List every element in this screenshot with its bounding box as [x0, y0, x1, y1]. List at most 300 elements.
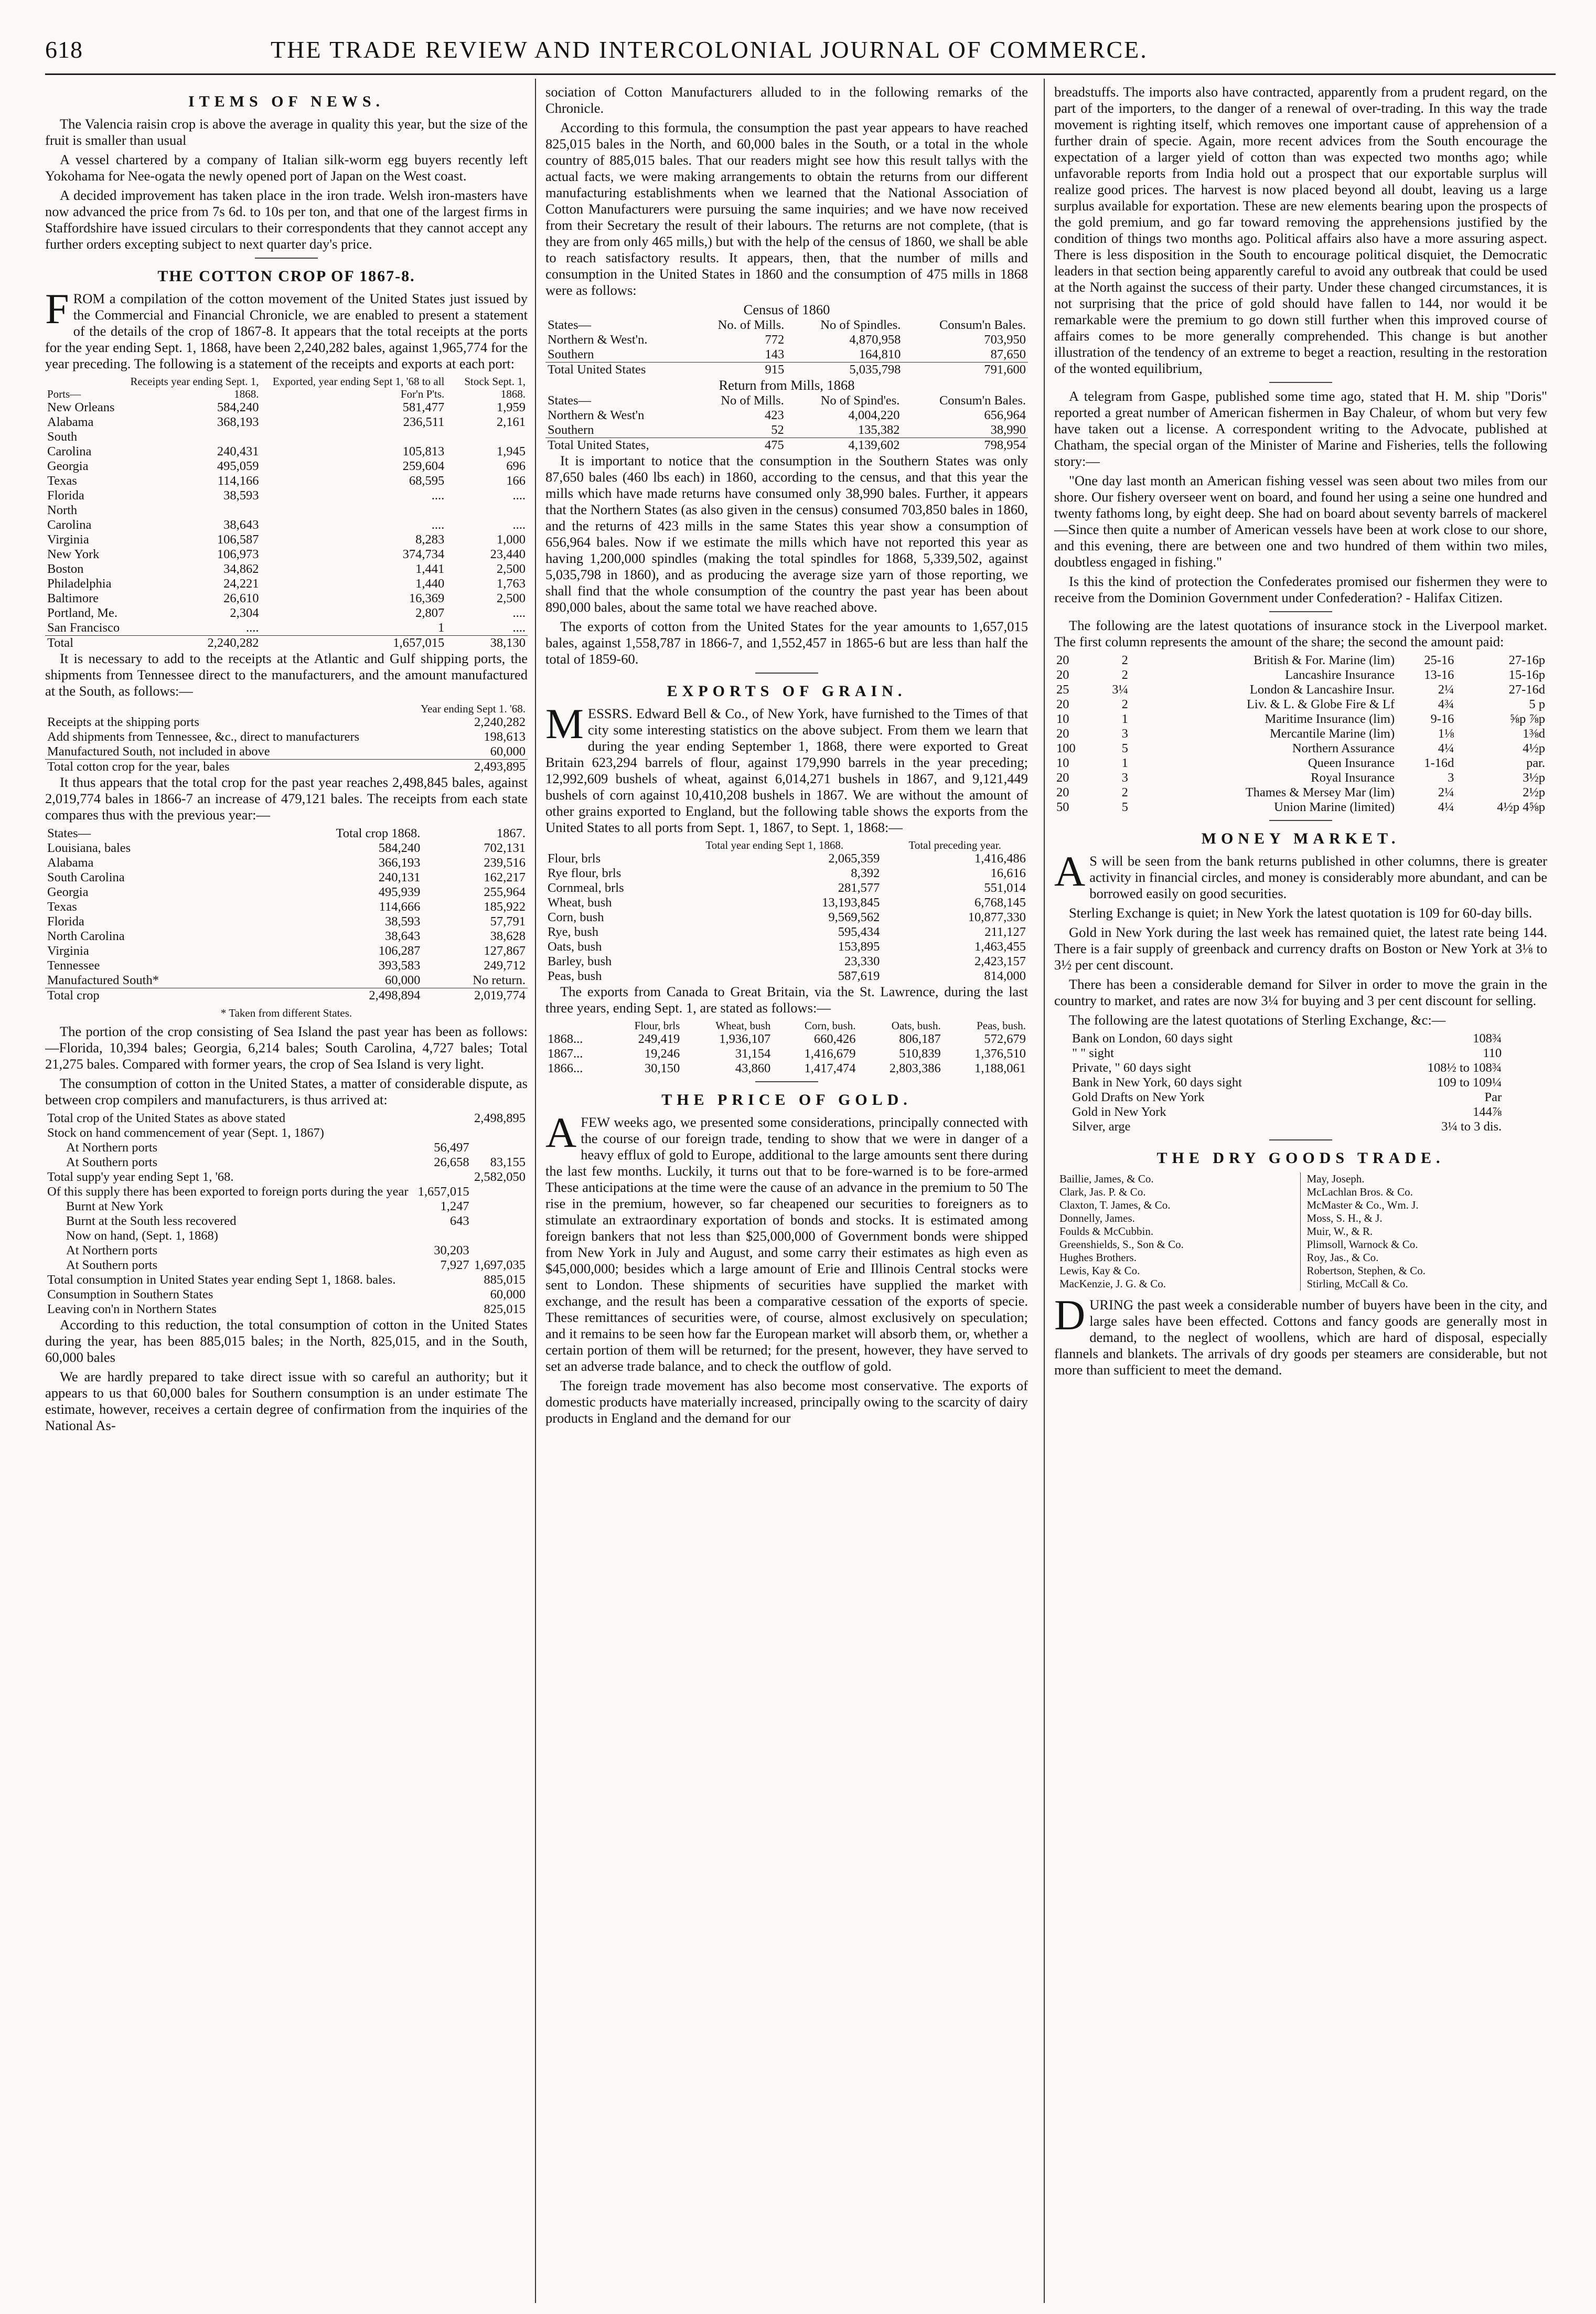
table-cell: 38,643 — [223, 518, 259, 532]
table-row — [1070, 1061, 1504, 1075]
article-paragraph: The foreign trade movement has also become most conservative. The exports of domestic products have materially increased, principally owing to the scarcity of dairy products in England and the demand for our — [545, 1378, 1028, 1426]
table-cell: 38,130 — [446, 636, 528, 651]
table-cell — [415, 1111, 471, 1126]
table-cell: 249,712 — [484, 958, 526, 973]
table-cell: 374,734 — [402, 547, 445, 561]
table-cell: 572,679 — [984, 1032, 1026, 1046]
table-cell: 4¼ — [1438, 800, 1454, 814]
firm-name: Clark, Jas. P. & Co. — [1059, 1186, 1146, 1198]
table-cell: 2,498,895 — [474, 1111, 526, 1125]
table-row — [1054, 668, 1547, 683]
table-cell: Consumption in Southern States — [47, 1287, 213, 1302]
table-cell: Total United States — [545, 362, 689, 378]
article-paragraph: A telegram from Gaspe, published some time ago, stated that H. M. ship "Doris" reported a great number of American fishermen in Bay Chaleur, of whom but very few have taken out a license. A correspondent writing to the Advocate, published at Chatham, the special organ of the Minister of Marine and Fisheries, tells the following story:— — [1054, 388, 1547, 469]
table-cell: Florida — [47, 914, 84, 929]
table-cell — [472, 1140, 528, 1155]
table-row — [45, 532, 528, 547]
table-cell: 105,813 — [402, 444, 445, 458]
table-row — [1054, 653, 1547, 668]
table-cell: 15-16p — [1508, 668, 1545, 682]
table-cell: Total crop — [45, 988, 259, 1004]
firm-name: Greenshields, S., Son & Co. — [1059, 1238, 1184, 1251]
table-cell: 3 — [1121, 771, 1128, 785]
table-cell: At Southern ports — [66, 1155, 158, 1169]
table-row — [45, 1155, 528, 1170]
table-cell: 57,791 — [490, 914, 526, 929]
table-row — [45, 503, 528, 532]
table-cell — [415, 1126, 471, 1140]
table-cell: 587,619 — [838, 969, 880, 983]
table-cell: Total — [45, 636, 124, 651]
table-cell: 5 p — [1529, 697, 1545, 711]
firm-name: Foulds & McCubbin. — [1059, 1225, 1154, 1238]
table-row — [1070, 1075, 1504, 1090]
table-cell: Total United States, — [545, 438, 692, 453]
insurance-quotations-table — [1054, 653, 1547, 815]
table-cell: 68,595 — [409, 474, 445, 488]
table-row — [45, 474, 528, 488]
article-paragraph: A vessel chartered by a company of Italian silk-worm egg buyers recently left Yokohama for Nee-ogata the newly opened port of Japan on the West coast. — [45, 152, 528, 184]
table-cell: Liv. & L. & Globe Fire & Lf — [1246, 697, 1395, 711]
firm-name: Muir, W., & R. — [1306, 1225, 1373, 1238]
table-cell: 100 — [1056, 741, 1076, 755]
table-cell: 8,392 — [851, 866, 880, 880]
firm-list-left — [1059, 1172, 1300, 1291]
table-cell: Lancashire Insurance — [1285, 668, 1395, 682]
table-cell: At Northern ports — [66, 1140, 158, 1155]
separator — [1269, 382, 1332, 383]
table-cell: 1,657,015 — [417, 1185, 469, 1199]
table-cell: Royal Insurance — [1311, 771, 1395, 785]
table-cell: Total cotton crop for the year, bales — [45, 760, 419, 775]
section-heading-dry-goods: THE DRY GOODS TRADE. — [1156, 1149, 1445, 1167]
table-total-row — [45, 988, 528, 1004]
table-cell — [472, 1126, 528, 1140]
article-paragraph: The Valencia raisin crop is above the average in quality this year, but the size of the fruit is smaller than usual — [45, 116, 528, 148]
table-cell: ⅝p ⅞p — [1509, 712, 1545, 726]
table-cell: 164,810 — [859, 347, 901, 361]
table-cell: 1,441 — [415, 562, 445, 576]
table-cell: 60,000 — [385, 973, 421, 987]
table-cell: 236,511 — [403, 415, 445, 429]
table-cell: 240,431 — [217, 444, 259, 458]
table-cell: No return. — [473, 973, 526, 987]
table-cell: 10,877,330 — [968, 910, 1026, 924]
table-cell: 26,658 — [434, 1155, 469, 1169]
page-header — [45, 36, 1566, 72]
table-cell: 1⅛ — [1438, 727, 1454, 741]
table-cell: 2,304 — [230, 606, 259, 620]
drop-cap: A — [1054, 847, 1086, 895]
exchange-quotations-table — [1070, 1031, 1504, 1134]
article-paragraph: "One day last month an American fishing vessel was seen about two miles from our shore. Our fishery overseer went on board, and found her using a seine one hundred and twenty fathoms long, by eight deep. She had on board about seventy barrels of mackerel —Since then quite a number of American vessels have been at work close to our shore, and this evening, there are between one and two hundred of them within two miles, doubtless engaged in fishing." — [1054, 473, 1547, 570]
table-row — [45, 841, 528, 856]
table-cell: Thames & Mersey Mar (lim) — [1245, 785, 1395, 799]
article-paragraph: The portion of the crop consisting of Sea Island the past year has been as follows:—Florida, 10,394 bales; Georgia, 6,214 bales; South Carolina, 4,727 bales; Total 21,275 bales. Compared with former years, the crop of Sea Island is very light. — [45, 1023, 528, 1072]
table-cell: Flour, brls — [548, 851, 601, 866]
table-cell: Of this supply there has been exported to foreign ports during the year — [47, 1185, 409, 1199]
table-row — [45, 958, 528, 973]
table-cell: 2 — [1121, 785, 1128, 799]
table-cell: 2,500 — [496, 591, 526, 605]
table-cell: 25 — [1056, 683, 1069, 697]
column-divider — [1044, 79, 1045, 2303]
table-cell — [472, 1199, 528, 1214]
table-cell — [472, 1243, 528, 1258]
article-paragraph: It thus appears that the total crop for the past year reaches 2,498,845 bales, against 2,019,774 bales in 1866-7 an increase of 479,121 bales. The receipts from each state compares thus with the previous year:— — [45, 774, 528, 823]
table-cell: 38,990 — [990, 423, 1026, 437]
firm-name: Lewis, Kay & Co. — [1059, 1264, 1140, 1277]
table-cell: 10 — [1056, 712, 1069, 726]
table-row — [45, 1185, 528, 1199]
table-cell: .... — [431, 488, 445, 503]
table-row — [545, 347, 1028, 362]
article-paragraph: FROM a compilation of the cotton movement of the United States just issued by the Commercial and Financial Chronicle, we are enabled to present a statement of the details of the crop of 1867-8. It appears that the total receipts at the ports for the year ending Sept. 1, 1868, have been 2,240,282 bales, against 1,965,774 for the year preceding. The following is a statement of the receipts and exports at each port: — [45, 285, 528, 371]
table-row — [45, 1258, 528, 1273]
firm-name: Robertson, Stephen, & Co. — [1306, 1264, 1426, 1277]
article-paragraph: A S will be seen from the bank returns published in other columns, there is greater activity in financial circles, and money is considerably more abundant, and can be borrowed easily on good securities. — [1054, 847, 1547, 901]
table-cell: 772 — [765, 333, 785, 347]
table-row — [45, 1229, 528, 1243]
table-row — [545, 408, 1028, 423]
table-cell: 1,247 — [440, 1199, 469, 1213]
table-cell: 1,416,486 — [974, 851, 1026, 866]
receipts-exports-table: Ports— Receipts year ending Sept. 1, 1868. Exported, year ending Sept 1, '68 to all For'n P'ts. Stock Sept. 1, 1868. New Orleans 584,240 581,477 1,959 Alabama 368,193 236,511 2,161 South Carolina 240,431 105,813 1,945 Georgia 495,059 259,604 696 Texas 114,166 68,595 166 Florida 38,593 .... .... North Carolina 38,643 .... .... Virginia 106,587 8,283 1,000 New York 106,973 374,734 23,440 Boston 34,862 1,441 2,500 Philadelphia 24,221 1,440 1,763 Baltimore 26,610 16,369 2,500 Portland, Me. 2,304 2,807 .... San Francisco .... 1 .... Total 2,240,282 1,657,015 38,130 — [45, 375, 528, 651]
table-row — [45, 744, 528, 760]
table-cell: South Carolina — [47, 430, 92, 458]
table-total-row — [45, 636, 528, 651]
table-cell: 1 — [438, 621, 445, 635]
table-row — [45, 1140, 528, 1155]
table-cell: Northern & West'n. — [548, 333, 648, 347]
table-cell: par. — [1526, 756, 1545, 770]
table-row — [1054, 785, 1547, 800]
table-cell: 656,964 — [984, 408, 1026, 422]
article-paragraph: It is important to notice that the consumption in the Southern States was only 87,650 bales (460 lbs each) in 1860, according to the census, and that this year the mills which have made returns have consumed only 38,990 bales. Further, it appears that the Northern States (as also given in the census) consumed 703,850 bales in 1860, and the returns of 423 mills in the same States this year show a consumption of 656,964 bales. Now if we estimate the mills which have not reported this year as having 1,200,000 spindles (making the total spindles for 1868, 5,339,502, against 5,035,798 in 1860), and as producing the average size yarn of those reporting, we shall find that the whole consumption of the country the past year has been about 890,000 bales, about the same total we have reached above. — [545, 453, 1028, 615]
table-cell: 110 — [1483, 1046, 1502, 1060]
table-cell: 16,369 — [409, 591, 445, 605]
firm-name: Moss, S. H., & J. — [1306, 1212, 1383, 1224]
table-cell: 2,493,895 — [419, 760, 528, 775]
table-cell: " " sight — [1072, 1046, 1114, 1060]
table-cell: 106,587 — [217, 532, 259, 547]
table-row — [1070, 1046, 1504, 1061]
table-cell: 423 — [765, 408, 784, 422]
table-cell: 9,569,562 — [828, 910, 880, 924]
table-cell: 1,417,474 — [804, 1061, 856, 1075]
table-cell: Queen Insurance — [1308, 756, 1395, 770]
table-cell: 696 — [506, 459, 526, 473]
table-cell: 1,959 — [496, 400, 526, 414]
table-cell: 259,604 — [402, 459, 445, 473]
table-cell: Northern Assurance — [1292, 741, 1395, 755]
table-cell: 43,860 — [735, 1061, 771, 1075]
table-cell: 19,246 — [644, 1047, 680, 1061]
table-cell: 660,426 — [813, 1032, 856, 1046]
table-row — [545, 940, 1028, 954]
table-cell: Leaving con'n in Northern States — [47, 1302, 217, 1316]
article-paragraph: sociation of Cotton Manufacturers alluded to in the following remarks of the Chronicle. — [545, 84, 1028, 116]
table-cell: 3 — [1121, 727, 1128, 741]
firm-name: Donnelly, James. — [1059, 1212, 1135, 1224]
article-paragraph: Gold in New York during the last week has remained quiet, the latest rate being 144. There is a fair supply of greenback and currency drafts on Boston or New York at 3⅛ to 3½ per cent discount. — [1054, 924, 1547, 973]
table-cell: 166 — [506, 474, 526, 488]
table-cell: Northern & West'n — [548, 408, 645, 422]
table-cell: 20 — [1056, 727, 1069, 741]
table-cell: 2 — [1121, 668, 1128, 682]
table-cell: 4½p 4⅝p — [1497, 800, 1545, 814]
table-row — [545, 925, 1028, 940]
drop-cap: F — [45, 285, 69, 333]
article-paragraph: The following are the latest quotations of insurance stock in the Liverpool market. The first column represents the amount of the share; the second the amount paid: — [1054, 617, 1547, 649]
table-cell: .... — [512, 488, 526, 503]
table-cell: Georgia — [47, 885, 89, 899]
table-cell: Florida — [47, 488, 84, 503]
table-cell: 1,188,061 — [974, 1061, 1026, 1075]
table-cell: 3¼ — [1112, 683, 1128, 697]
table-cell: 153,895 — [838, 940, 880, 954]
table-row — [1070, 1105, 1504, 1119]
table-row — [545, 1032, 1028, 1047]
table-cell — [472, 1229, 528, 1243]
table-row — [45, 885, 528, 900]
table-row — [45, 1126, 528, 1140]
table-cell: Baltimore — [47, 591, 99, 605]
table-cell: London & Lancashire Insur. — [1249, 683, 1395, 697]
table-cell: 1,463,455 — [974, 940, 1026, 954]
table-row — [45, 973, 528, 988]
column-middle — [545, 84, 1028, 2303]
article-paragraph: The consumption of cotton in the United States, a matter of considerable dispute, as between crop compilers and manufacturers, is thus arrived at: — [45, 1075, 528, 1107]
table-row — [45, 591, 528, 606]
table-row — [1054, 741, 1547, 756]
table-total-row — [45, 760, 528, 775]
table-cell: 185,922 — [484, 900, 526, 914]
table-cell: 20 — [1056, 697, 1069, 711]
table-row — [45, 715, 528, 730]
table-cell: 127,867 — [484, 944, 526, 958]
table-row — [545, 910, 1028, 925]
table-cell: 1,945 — [496, 444, 526, 458]
table-cell: 25-16 — [1424, 653, 1454, 667]
table-cell: British & For. Marine (lim) — [1254, 653, 1395, 667]
table-cell: Virginia — [47, 944, 89, 958]
table-cell: New York — [47, 547, 100, 561]
article-paragraph: The exports of cotton from the United States for the year amounts to 1,657,015 bales, against 1,558,787 in 1866-7, and 1,552,457 in 1865-6 but are less than half the total of 1859-60. — [545, 619, 1028, 667]
table-total-row — [545, 362, 1028, 378]
article-paragraph: We are hardly prepared to take direct issue with so careful an authority; but it appears to us that 60,000 bales for Southern consumption is an under estimate The estimate, however, receives a certain degree of confirmation from the inquiries of the National As- — [45, 1369, 528, 1433]
table-cell: 34,862 — [223, 562, 259, 576]
firm-name: Roy, Jas., & Co. — [1306, 1251, 1379, 1264]
table-cell: Manufactured South* — [47, 973, 159, 987]
table-cell: Southern — [548, 423, 594, 437]
table-cell: 806,187 — [899, 1032, 941, 1046]
table-row — [45, 929, 528, 944]
firm-name: Claxton, T. James, & Co. — [1059, 1199, 1171, 1211]
table-cell: 581,477 — [402, 400, 445, 414]
table-cell: San Francisco — [47, 621, 120, 635]
separator — [1269, 611, 1332, 612]
table-cell: 2,065,359 — [828, 851, 880, 866]
table-row — [45, 577, 528, 591]
table-cell: 5 — [1121, 800, 1128, 814]
table-cell: 1,657,015 — [261, 636, 446, 651]
article-paragraph: According to this formula, the consumption the past year appears to have reached 825,015 bales in the North, and 60,000 bales in the South, or a total in the whole country of 885,015 bales. That our readers might see how this result tallys with the actual facts, we were making arrangements to obtain the returns from our different manufacturing establishments when we learned that the National Association of Cotton Manufacturers were pursuing the same inquiries; and we have now received from their Secretary the result of their labours. The returns are not complete, (that is they are from only 465 mills,) but with the help of the census of 1860, we shall be able to reach satisfactory results. It appears, then, that the number of mills and consumption in the United States in 1860 and the consumption of 475 mills in 1868 were as follows: — [545, 120, 1028, 298]
section-heading-money: MONEY MARKET. — [1201, 830, 1400, 847]
table-cell — [472, 1185, 528, 1199]
article-paragraph: AFEW weeks ago, we presented some considerations, principally connected with the course of our foreign trade, tending to show that we were in danger of a heavy efflux of gold to Europe, additional to the large amounts sent there during the last few months. Luckily, it turns out that to be fore-warned is to be fore-armed These anticipations at the time were the cause of an advance in the premium to 50 The rise in the premium, however, so far cheapened our securities to foreigners as to stimulate an extraordinary exportation of bonds and stocks. It is estimated among foreign bankers that not less than $25,000,000 of Government bonds were shipped from New York in July and August, and some carry their estimates as high even as $45,000,000; besides which a large amount of Erie and Illinois Central stocks were sent to London. These shipments of securities have supplied the market with exchange, and the result has been a comparative cessation of the exports of specie. These remittances of securities were, of course, almost exclusively on speculation; and it remains to be seen how far the European market will absorb them, or, whether a certain portion of them will be returned; for the present, however, they have served to set an adverse trade balance, and to check the outflow of gold. — [545, 1108, 1028, 1374]
table-row — [45, 870, 528, 885]
table-cell: 1 — [1121, 712, 1128, 726]
separator — [755, 1081, 818, 1082]
table-cell: 211,127 — [984, 925, 1026, 939]
article-paragraph: A decided improvement has taken place in the iron trade. Welsh iron-masters have now advanced the price from 7s 6d. to 10s per ton, and that one of the largest firms in Staffordshire have issued circulars to their correspondents that they cannot accept any further orders excepting subject to next quarter day's price. — [45, 187, 528, 252]
table-cell: 584,240 — [378, 841, 421, 855]
table-cell: 3½p — [1523, 771, 1545, 785]
table-cell: 13,193,845 — [822, 895, 880, 910]
table-cell: 87,650 — [990, 347, 1026, 361]
table-cell: .... — [431, 518, 445, 532]
table-cell: 495,939 — [378, 885, 421, 899]
table-cell: .... — [512, 621, 526, 635]
table-cell: Portland, Me. — [47, 606, 118, 620]
section-heading-grain: EXPORTS OF GRAIN. — [667, 683, 907, 700]
table-cell: New Orleans — [47, 400, 115, 414]
table-cell: 3 — [1448, 771, 1454, 785]
section-heading-cotton: THE COTTON CROP OF 1867-8. — [157, 268, 415, 285]
table-cell: 643 — [449, 1214, 469, 1228]
table-row — [545, 954, 1028, 969]
table-row — [545, 866, 1028, 881]
article-paragraph: Is this the kind of protection the Confederates promised our fishermen they were to receive from the Dominion Government under Confederation? - Halifax Citizen. — [1054, 573, 1547, 605]
table-cell: 31,154 — [735, 1047, 771, 1061]
table-cell: 702,131 — [484, 841, 526, 855]
table-cell: North Carolina — [47, 929, 125, 943]
table-cell — [415, 1302, 471, 1317]
firm-list — [1059, 1172, 1547, 1291]
article-paragraph: breadstuffs. The imports also have contracted, apparently from a prudent regard, on the part of the importers, to the danger of a renewal of over-trading. In this way the trade movement is righting itself, which removes one important cause of apprehension of a further drain of specie. Again, more recent advices from the South encourage the expectation of a larger yield of cotton than was expected two months ago; while unfavorable reports from India hold out a prospect that our exportable surplus will realize good prices. The harvest is now placed beyond all doubt, leaving us a large surplus available for exportation. These are new elements bearing upon the prospects of the gold premium, and go far toward removing the apprehensions justified by the condition of things two months ago. Political affairs also have a more assuring aspect. There is less disposition in the South to encourage political disquiet, the Democratic leaders in that section being apparently careful to avoid any outbreak that could be used at the North against the success of their party. Under these changed circumstances, it is not surprising that the price of gold should have fallen to 144, nor would it be remarkable were the premium to go down still further when this improved course of affairs comes to be more generally comprehended. This change is but another illustration of the tendency of an extreme to beget a reaction, resulting in the restoration of the wonted equilibrium, — [1054, 84, 1547, 376]
table-cell: Private, " 60 days sight — [1072, 1061, 1192, 1075]
table-cell: 20 — [1056, 653, 1069, 667]
drop-cap: A — [545, 1108, 577, 1156]
table-cell: 1-16d — [1424, 756, 1454, 770]
table-cell: Boston — [47, 562, 84, 576]
table-cell: 6,768,145 — [974, 895, 1026, 910]
firm-name: May, Joseph. — [1306, 1172, 1365, 1185]
drop-cap: M — [545, 700, 584, 748]
column-right — [1054, 84, 1547, 2303]
table-cell: 4,870,958 — [849, 333, 901, 347]
table-cell: Silver, arge — [1072, 1119, 1131, 1134]
table-cell: Alabama — [47, 415, 94, 429]
table-cell: 4½p — [1523, 741, 1545, 755]
table-cell: 1,936,107 — [719, 1032, 771, 1046]
table-row — [1054, 756, 1547, 771]
census-table-title: Census of 1860 — [743, 302, 830, 317]
table-cell: 30,203 — [434, 1243, 469, 1257]
canada-exports-table: Flour, brls Wheat, bush Corn, bush. Oats, bush. Peas, bush. 1868... 249,419 1,936,107 660,426 806,187 572,679 1867... 19,246 31,154 1,416,679 510,839 1,376,510 1866... 30,150 43,860 1,417,474 2,803,386 1,188,061 — [545, 1019, 1028, 1076]
table-row — [545, 333, 1028, 347]
table-cell: At Northern ports — [66, 1243, 158, 1257]
page-number: 618 — [45, 36, 83, 63]
table-cell: Total supp'y year ending Sept 1, '68. — [47, 1170, 234, 1184]
returns-table-title: Return from Mills, 1868 — [719, 377, 855, 393]
table-cell: Burnt at New York — [66, 1199, 164, 1213]
table-cell: 135,382 — [858, 423, 900, 437]
drop-cap: D — [1054, 1291, 1086, 1339]
table-cell: North Carolina — [47, 503, 92, 532]
table-cell: Texas — [47, 900, 77, 914]
table-cell: 2,161 — [496, 415, 526, 429]
table-cell: 2½p — [1523, 785, 1545, 799]
table-cell: Tennessee — [47, 958, 100, 973]
table-cell: 1,763 — [496, 577, 526, 591]
table-cell: 249,419 — [638, 1032, 680, 1046]
table-cell: 7,927 — [440, 1258, 469, 1272]
table-cell: Rye, bush — [548, 925, 599, 939]
table-row — [45, 900, 528, 914]
table-cell: 23,440 — [490, 547, 526, 561]
table-cell: Bank in New York, 60 days sight — [1072, 1075, 1242, 1090]
table-row — [45, 1287, 528, 1302]
table-cell: .... — [512, 606, 526, 620]
table-cell: 4¾ — [1438, 697, 1454, 711]
table-cell: 27-16d — [1508, 683, 1545, 697]
table-cell: 27-16p — [1508, 653, 1545, 667]
table-cell: 60,000 — [490, 744, 526, 759]
table-cell: 38,593 — [385, 914, 421, 929]
firm-name: Plimsoll, Warnock & Co. — [1306, 1238, 1418, 1251]
table-cell: 20 — [1056, 668, 1069, 682]
table-cell: 30,150 — [644, 1061, 680, 1075]
header-rule — [45, 73, 1556, 75]
table-row — [45, 1243, 528, 1258]
table-cell: Bank on London, 60 days sight — [1072, 1031, 1233, 1046]
table-row — [45, 1170, 528, 1185]
table-cell: Oats, bush — [548, 940, 602, 954]
table-cell: Stock on hand commencement of year (Sept. 1, 1867) — [47, 1126, 324, 1140]
table-cell: 1⅜d — [1523, 727, 1545, 741]
table-cell: 2,803,386 — [889, 1061, 941, 1075]
table-cell: 2,498,894 — [259, 988, 423, 1004]
table-cell: 1868... — [548, 1032, 583, 1046]
table-cell: 281,577 — [838, 881, 880, 895]
table-cell: Texas — [47, 474, 77, 488]
table-cell: 475 — [692, 438, 786, 453]
table-row — [1054, 800, 1547, 815]
table-row — [545, 851, 1028, 866]
table-row — [545, 969, 1028, 984]
table-cell: 3¼ to 3 dis. — [1441, 1119, 1502, 1134]
table-cell: 814,000 — [984, 969, 1026, 983]
table-row — [45, 1273, 528, 1287]
table-row — [45, 606, 528, 621]
table-cell: 13-16 — [1424, 668, 1454, 682]
table-row — [1070, 1031, 1504, 1046]
table-cell: Philadelphia — [47, 577, 112, 591]
journal-title: THE TRADE REVIEW AND INTERCOLONIAL JOURNAL OF COMMERCE. — [271, 36, 1148, 63]
table-row — [45, 1214, 528, 1229]
table-cell: Wheat, bush — [548, 895, 612, 910]
table-cell: 366,193 — [378, 856, 421, 870]
table-row — [45, 430, 528, 459]
table-row — [45, 1111, 528, 1126]
table-cell: 4¼ — [1438, 741, 1454, 755]
article-paragraph: The following are the latest quotations of Sterling Exchange, &c:— — [1069, 1012, 1446, 1028]
table-cell: 26,610 — [223, 591, 259, 605]
table-cell: 393,583 — [378, 958, 421, 973]
table-cell: Louisiana, bales — [47, 841, 131, 855]
